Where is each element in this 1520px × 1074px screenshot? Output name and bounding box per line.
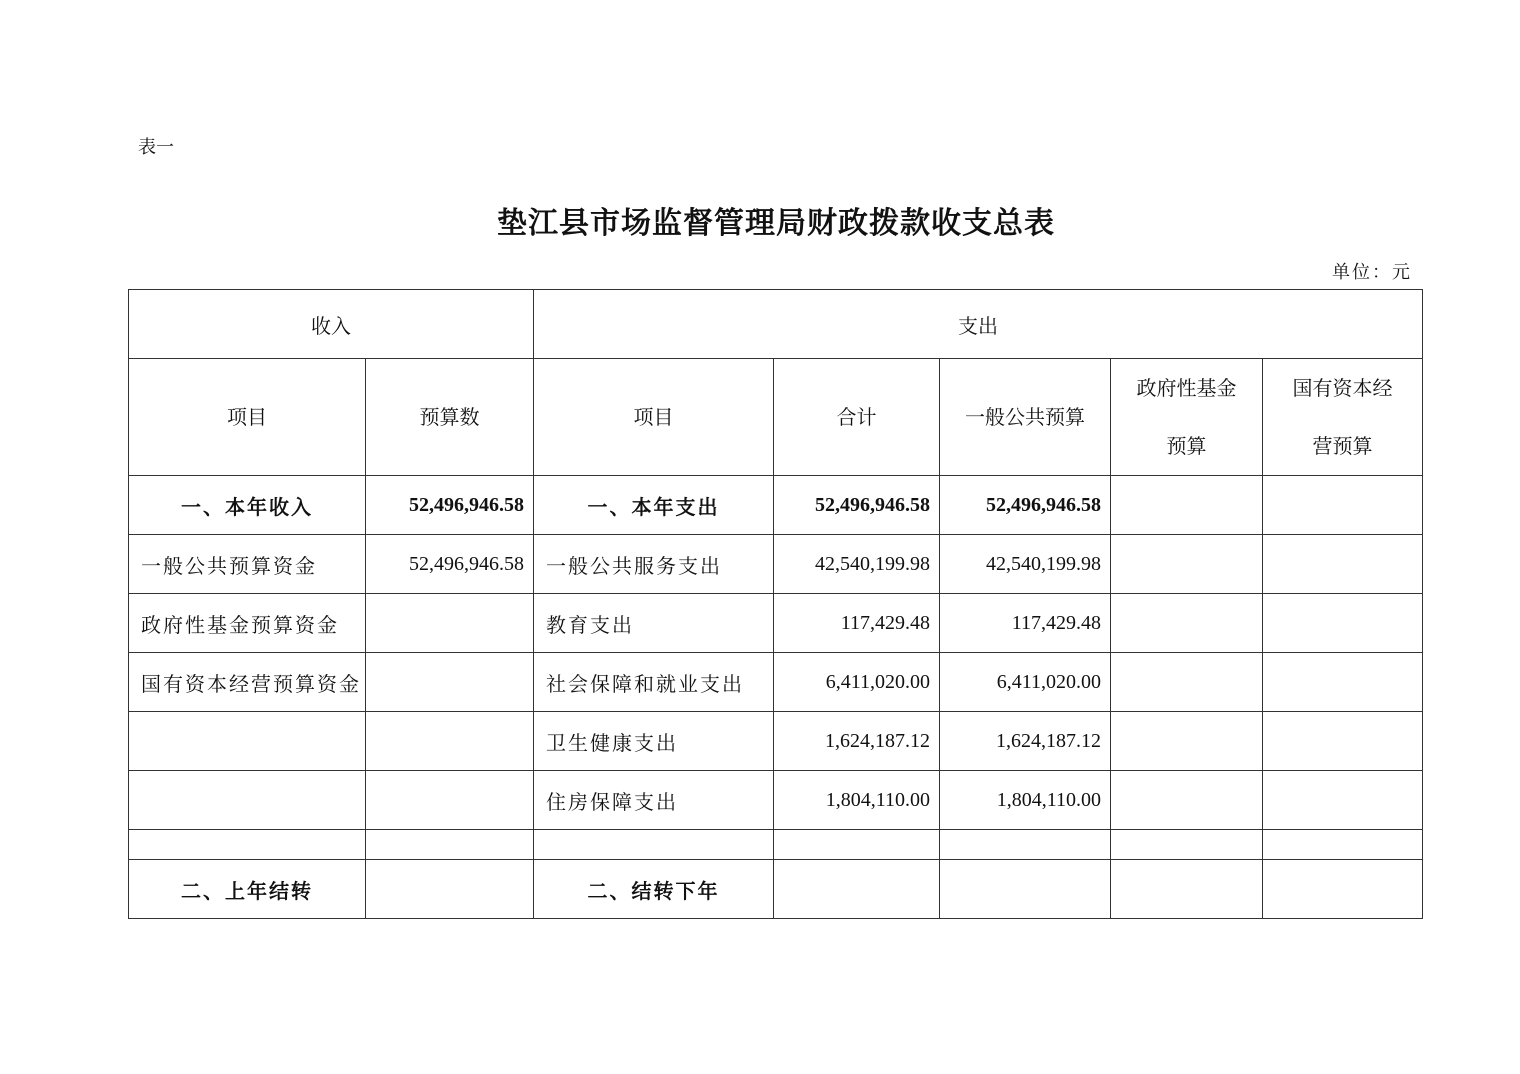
header-row-groups (129, 290, 1423, 359)
total-header: 合计 (774, 359, 940, 476)
table-row (129, 712, 1423, 771)
income-budget-cell: 52,496,946.58 (366, 535, 534, 594)
income-item-header: 项目 (129, 359, 366, 476)
gov-fund-cell (1111, 653, 1263, 712)
state-capital-budget-header-line1: 国有资本经 (1292, 376, 1393, 400)
table-label: 表一 (138, 137, 174, 158)
income-item-cell: 一般公共预算资金 (129, 535, 366, 594)
income-item-cell (129, 771, 366, 830)
total-cell: 52,496,946.58 (774, 476, 940, 535)
gov-fund-cell (1111, 860, 1263, 919)
expense-item-cell: 社会保障和就业支出 (534, 653, 774, 712)
general-public-budget-header: 一般公共预算 (940, 359, 1111, 476)
gov-fund-cell (1111, 830, 1263, 860)
total-cell: 1,624,187.12 (774, 712, 940, 771)
expense-item-cell: 卫生健康支出 (534, 712, 774, 771)
table-row (129, 594, 1423, 653)
finance-summary-table (128, 289, 1423, 919)
income-budget-cell (366, 594, 534, 653)
table-row (129, 653, 1423, 712)
income-item-cell: 国有资本经营预算资金 (129, 653, 366, 712)
gov-fund-cell (1111, 771, 1263, 830)
expense-item-cell: 一、本年支出 (534, 476, 774, 535)
expense-item-cell: 一般公共服务支出 (534, 535, 774, 594)
gov-fund-cell (1111, 712, 1263, 771)
total-cell: 1,804,110.00 (774, 771, 940, 830)
gov-fund-budget-header-line2: 预算 (1166, 434, 1207, 458)
general-cell (940, 860, 1111, 919)
table-row (129, 476, 1423, 535)
expense-item-cell (534, 830, 774, 860)
state-capital-budget-header-line2: 营预算 (1312, 434, 1373, 458)
total-cell: 117,429.48 (774, 594, 940, 653)
state-capital-cell (1263, 771, 1423, 830)
general-cell: 42,540,199.98 (940, 535, 1111, 594)
income-budget-cell: 52,496,946.58 (366, 476, 534, 535)
gov-fund-cell (1111, 476, 1263, 535)
general-cell: 1,804,110.00 (940, 771, 1111, 830)
state-capital-budget-header (1263, 359, 1423, 476)
income-item-cell: 政府性基金预算资金 (129, 594, 366, 653)
gov-fund-budget-header (1111, 359, 1263, 476)
document-title: 垫江县市场监督管理局财政拨款收支总表 (497, 206, 1055, 241)
income-item-cell (129, 830, 366, 860)
expense-item-header: 项目 (534, 359, 774, 476)
income-budget-cell (366, 653, 534, 712)
income-budget-cell (366, 712, 534, 771)
header-row-columns (129, 359, 1423, 476)
general-cell: 52,496,946.58 (940, 476, 1111, 535)
income-item-cell: 二、上年结转 (129, 860, 366, 919)
state-capital-cell (1263, 476, 1423, 535)
gov-fund-budget-header-line1: 政府性基金 (1136, 376, 1237, 400)
expense-item-cell: 教育支出 (534, 594, 774, 653)
state-capital-cell (1263, 653, 1423, 712)
total-cell: 6,411,020.00 (774, 653, 940, 712)
table-row (129, 860, 1423, 919)
state-capital-cell (1263, 830, 1423, 860)
total-cell (774, 860, 940, 919)
general-cell: 117,429.48 (940, 594, 1111, 653)
income-item-cell (129, 712, 366, 771)
total-cell: 42,540,199.98 (774, 535, 940, 594)
general-cell: 1,624,187.12 (940, 712, 1111, 771)
state-capital-cell (1263, 860, 1423, 919)
table-row (129, 771, 1423, 830)
income-group-header: 收入 (129, 290, 534, 359)
general-cell: 6,411,020.00 (940, 653, 1111, 712)
total-cell (774, 830, 940, 860)
gov-fund-cell (1111, 535, 1263, 594)
income-budget-cell (366, 830, 534, 860)
income-item-cell: 一、本年收入 (129, 476, 366, 535)
unit-label: 单位：元 (1332, 262, 1412, 283)
expense-group-header: 支出 (534, 290, 1423, 359)
income-budget-cell (366, 771, 534, 830)
general-cell (940, 830, 1111, 860)
table-row-spacer (129, 830, 1423, 860)
gov-fund-cell (1111, 594, 1263, 653)
expense-item-cell: 住房保障支出 (534, 771, 774, 830)
income-budget-cell (366, 860, 534, 919)
table-row (129, 535, 1423, 594)
state-capital-cell (1263, 535, 1423, 594)
state-capital-cell (1263, 712, 1423, 771)
expense-item-cell: 二、结转下年 (534, 860, 774, 919)
state-capital-cell (1263, 594, 1423, 653)
income-budget-header: 预算数 (366, 359, 534, 476)
